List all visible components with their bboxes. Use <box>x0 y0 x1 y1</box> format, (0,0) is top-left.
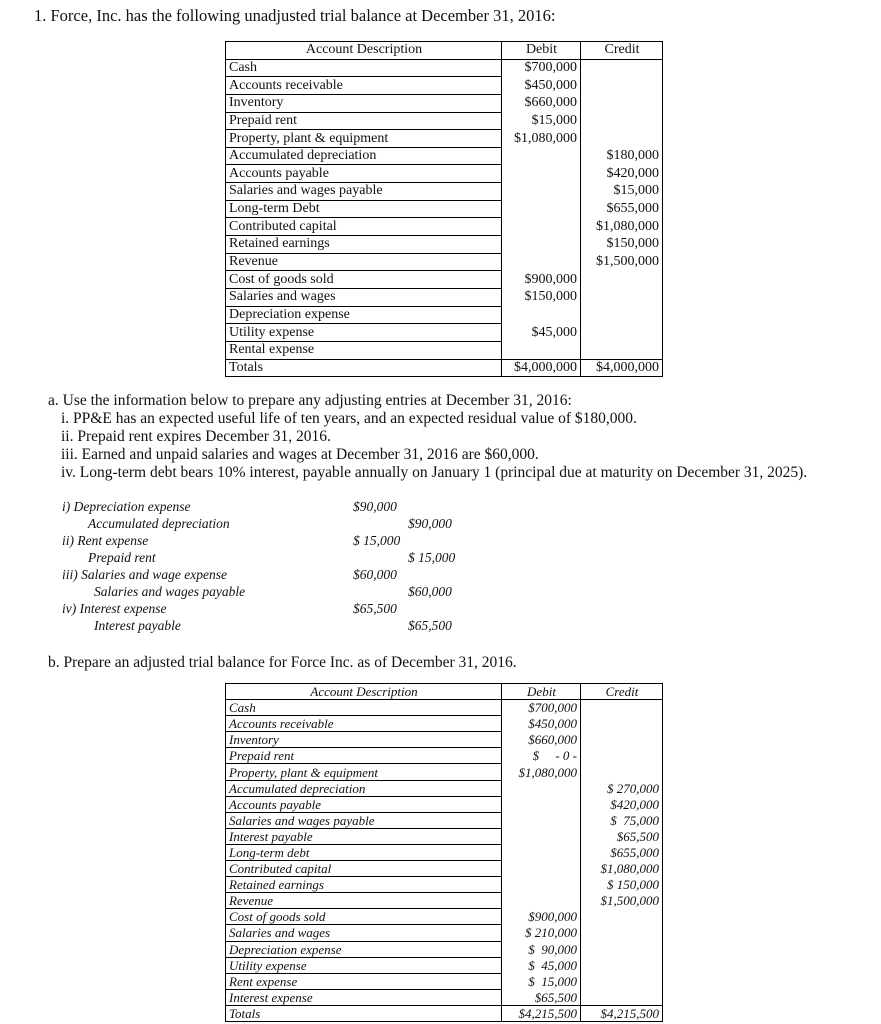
part-a-item-4: iv. Long-term debt bears 10% interest, payable annually on January 1 (principal due at maturity on December 31, 2025). <box>61 464 808 481</box>
header-row <box>226 42 663 60</box>
table-row <box>226 200 663 218</box>
table-row <box>226 700 663 716</box>
table-row <box>226 957 663 973</box>
debit-cell: $450,000 <box>502 77 581 95</box>
debit-cell: $ 210,000 <box>502 925 581 941</box>
debit-header: Debit <box>502 684 581 700</box>
account-cell: Depreciation expense <box>226 306 502 324</box>
account-cell: Property, plant & equipment <box>226 764 502 780</box>
account-cell: Prepaid rent <box>226 112 502 130</box>
credit-cell <box>581 941 663 957</box>
part-a-intro: a. Use the information below to prepare any adjusting entries at December 31, 2016: <box>48 392 572 409</box>
debit-cell: $700,000 <box>502 700 581 716</box>
entry-debit-account: ii) Rent expense <box>62 533 149 548</box>
account-cell: Salaries and wages payable <box>226 183 502 201</box>
table-row <box>226 941 663 957</box>
table-row <box>226 341 663 359</box>
account-cell: Rental expense <box>226 341 502 359</box>
totals-label: Totals <box>226 359 502 377</box>
table-row <box>226 218 663 236</box>
debit-cell <box>502 844 581 860</box>
account-cell: Inventory <box>226 94 502 112</box>
credit-cell <box>581 732 663 748</box>
table-row <box>226 780 663 796</box>
account-cell: Accumulated depreciation <box>226 780 502 796</box>
part-a-item-3: iii. Earned and unpaid salaries and wages at December 31, 2016 are $60,000. <box>61 446 539 463</box>
account-cell: Cash <box>226 59 502 77</box>
credit-cell <box>581 341 663 359</box>
table-row <box>226 877 663 893</box>
account-cell: Property, plant & equipment <box>226 130 502 148</box>
account-cell: Depreciation expense <box>226 941 502 957</box>
debit-cell <box>502 812 581 828</box>
unadjusted-trial-balance <box>225 41 663 377</box>
account-cell: Contributed capital <box>226 218 502 236</box>
credit-cell: $ 75,000 <box>581 812 663 828</box>
adjusted-trial-balance <box>225 683 663 1022</box>
account-cell: Utility expense <box>226 324 502 342</box>
credit-cell <box>581 957 663 973</box>
debit-cell: $65,500 <box>502 989 581 1005</box>
table-row <box>226 812 663 828</box>
credit-cell: $420,000 <box>581 796 663 812</box>
total-debit: $4,000,000 <box>502 359 581 377</box>
credit-cell <box>581 324 663 342</box>
account-cell: Accounts receivable <box>226 77 502 95</box>
credit-cell: $ 270,000 <box>581 780 663 796</box>
part-b-intro: b. Prepare an adjusted trial balance for Force Inc. as of December 31, 2016. <box>48 654 517 671</box>
table-row <box>226 716 663 732</box>
table-row <box>226 165 663 183</box>
credit-cell <box>581 112 663 130</box>
table-row <box>226 306 663 324</box>
debit-cell: $ 15,000 <box>502 973 581 989</box>
table-row <box>226 844 663 860</box>
table-row <box>226 764 663 780</box>
account-cell: Salaries and wages <box>226 288 502 306</box>
debit-cell: $700,000 <box>502 59 581 77</box>
account-cell: Cost of goods sold <box>226 271 502 289</box>
debit-cell: $1,080,000 <box>502 764 581 780</box>
credit-cell: $1,080,000 <box>581 218 663 236</box>
credit-cell: $65,500 <box>581 828 663 844</box>
table-row <box>226 828 663 844</box>
debit-cell <box>502 828 581 844</box>
table-row <box>226 925 663 941</box>
debit-cell: $ 90,000 <box>502 941 581 957</box>
adjusted-tb-body <box>226 684 663 1022</box>
entry-credit-account: Prepaid rent <box>88 550 156 565</box>
account-cell: Contributed capital <box>226 861 502 877</box>
totals-label: Totals <box>226 1005 502 1021</box>
table-row <box>226 973 663 989</box>
credit-cell <box>581 271 663 289</box>
credit-cell: $ 150,000 <box>581 877 663 893</box>
entry-credit-amount: $90,000 <box>408 516 452 531</box>
debit-header: Debit <box>502 42 581 60</box>
account-cell: Salaries and wages payable <box>226 812 502 828</box>
account-cell: Cash <box>226 700 502 716</box>
credit-cell <box>581 306 663 324</box>
credit-cell <box>581 716 663 732</box>
entry-debit-amount: $65,500 <box>353 601 397 616</box>
table-row <box>226 748 663 764</box>
account-cell: Prepaid rent <box>226 748 502 764</box>
debit-cell <box>502 780 581 796</box>
account-cell: Accounts payable <box>226 796 502 812</box>
table-row <box>226 253 663 271</box>
debit-cell <box>502 341 581 359</box>
totals-row <box>226 359 663 377</box>
table-row <box>226 94 663 112</box>
account-cell: Accounts payable <box>226 165 502 183</box>
entry-debit-account: iii) Salaries and wage expense <box>62 567 227 582</box>
account-cell: Utility expense <box>226 957 502 973</box>
debit-cell: $450,000 <box>502 716 581 732</box>
total-debit: $4,215,500 <box>502 1005 581 1021</box>
table-row <box>226 732 663 748</box>
credit-cell <box>581 748 663 764</box>
debit-cell <box>502 877 581 893</box>
debit-cell <box>502 253 581 271</box>
account-header: Account Description <box>226 684 502 700</box>
table-row <box>226 236 663 254</box>
credit-cell <box>581 764 663 780</box>
table-row <box>226 112 663 130</box>
table-row <box>226 183 663 201</box>
credit-cell: $1,500,000 <box>581 253 663 271</box>
debit-cell <box>502 893 581 909</box>
credit-cell <box>581 130 663 148</box>
debit-cell <box>502 796 581 812</box>
table-row <box>226 130 663 148</box>
table-row <box>226 271 663 289</box>
debit-cell <box>502 147 581 165</box>
part-a-item-2: ii. Prepaid rent expires December 31, 2016. <box>61 428 331 445</box>
table-row <box>226 909 663 925</box>
table-row <box>226 989 663 1005</box>
credit-cell <box>581 77 663 95</box>
debit-cell: $660,000 <box>502 732 581 748</box>
account-cell: Salaries and wages <box>226 925 502 941</box>
account-cell: Rent expense <box>226 973 502 989</box>
debit-cell <box>502 218 581 236</box>
table-row <box>226 77 663 95</box>
account-cell: Retained earnings <box>226 877 502 893</box>
debit-cell: $15,000 <box>502 112 581 130</box>
totals-row <box>226 1005 663 1021</box>
credit-cell <box>581 288 663 306</box>
credit-cell: $1,080,000 <box>581 861 663 877</box>
debit-cell: $ - 0 - <box>502 748 581 764</box>
account-cell: Interest expense <box>226 989 502 1005</box>
credit-cell <box>581 909 663 925</box>
credit-cell: $15,000 <box>581 183 663 201</box>
debit-cell <box>502 236 581 254</box>
debit-cell: $1,080,000 <box>502 130 581 148</box>
total-credit: $4,215,500 <box>581 1005 663 1021</box>
account-header: Account Description <box>226 42 502 60</box>
entry-debit-account: i) Depreciation expense <box>62 499 191 514</box>
credit-cell <box>581 925 663 941</box>
debit-cell: $900,000 <box>502 271 581 289</box>
credit-cell: $420,000 <box>581 165 663 183</box>
table-row <box>226 893 663 909</box>
credit-header: Credit <box>581 42 663 60</box>
entry-credit-amount: $60,000 <box>408 584 452 599</box>
entry-debit-amount: $90,000 <box>353 499 397 514</box>
table-row <box>226 861 663 877</box>
entry-credit-account: Interest payable <box>94 618 181 633</box>
debit-cell <box>502 165 581 183</box>
entry-credit-amount: $ 15,000 <box>408 550 456 565</box>
account-cell: Accumulated depreciation <box>226 147 502 165</box>
account-cell: Interest payable <box>226 828 502 844</box>
table-row <box>226 59 663 77</box>
debit-cell <box>502 306 581 324</box>
credit-cell <box>581 989 663 1005</box>
debit-cell <box>502 200 581 218</box>
debit-cell <box>502 183 581 201</box>
credit-cell <box>581 973 663 989</box>
account-cell: Revenue <box>226 893 502 909</box>
entry-credit-account: Salaries and wages payable <box>94 584 246 599</box>
credit-cell: $655,000 <box>581 200 663 218</box>
credit-cell: $655,000 <box>581 844 663 860</box>
table-row <box>226 796 663 812</box>
account-cell: Accounts receivable <box>226 716 502 732</box>
debit-cell: $900,000 <box>502 909 581 925</box>
debit-cell: $ 45,000 <box>502 957 581 973</box>
credit-cell <box>581 59 663 77</box>
debit-cell: $45,000 <box>502 324 581 342</box>
unadjusted-tb-body <box>226 42 663 377</box>
credit-cell <box>581 94 663 112</box>
credit-cell: $150,000 <box>581 236 663 254</box>
entry-credit-account: Accumulated depreciation <box>88 516 230 531</box>
account-cell: Revenue <box>226 253 502 271</box>
table-row <box>226 324 663 342</box>
header-row <box>226 684 663 700</box>
entry-debit-amount: $ 15,000 <box>353 533 401 548</box>
credit-cell: $180,000 <box>581 147 663 165</box>
entry-debit-account: iv) Interest expense <box>62 601 167 616</box>
account-cell: Retained earnings <box>226 236 502 254</box>
debit-cell: $660,000 <box>502 94 581 112</box>
account-cell: Long-term Debt <box>226 200 502 218</box>
part-a-item-1: i. PP&E has an expected useful life of ten years, and an expected residual value of $180,000. <box>61 410 637 427</box>
entry-credit-amount: $65,500 <box>408 618 452 633</box>
account-cell: Long-term debt <box>226 844 502 860</box>
account-cell: Inventory <box>226 732 502 748</box>
credit-header: Credit <box>581 684 663 700</box>
table-row <box>226 147 663 165</box>
entry-debit-amount: $60,000 <box>353 567 397 582</box>
credit-cell: $1,500,000 <box>581 893 663 909</box>
debit-cell <box>502 861 581 877</box>
total-credit: $4,000,000 <box>581 359 663 377</box>
account-cell: Cost of goods sold <box>226 909 502 925</box>
table-row <box>226 288 663 306</box>
question-heading: 1. Force, Inc. has the following unadjusted trial balance at December 31, 2016: <box>34 6 556 25</box>
debit-cell: $150,000 <box>502 288 581 306</box>
credit-cell <box>581 700 663 716</box>
